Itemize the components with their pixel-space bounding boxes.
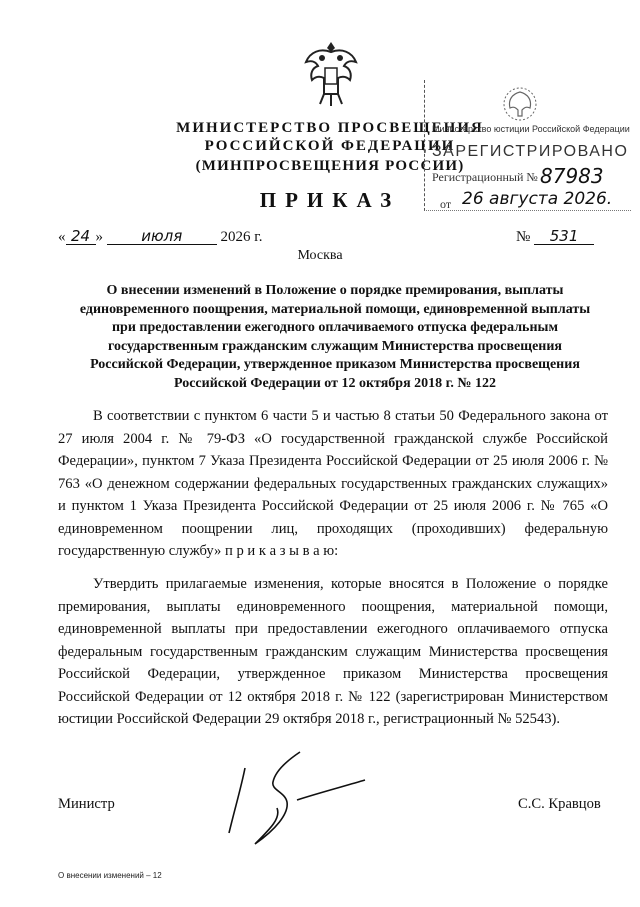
body-paragraph-1: В соответствии с пунктом 6 части 5 и частью 8 статьи 50 Федерального закона от 27 июля 2004 г. № 79-ФЗ «О государственной гражданской службе Российской Федерации», пунктом 7 Указа Президента Российской Федерации от 25 июля 2006 г. № 763 «О денежном содержании федеральных государственных гражданских служащих» и пунктом 1 Указа Президента Российской Федерации от 25 июля 2006 г. № 765 «О единовременном поощрении лиц, проходящих (проходивших) федеральную государственную службу» п р и к а з ы в а ю: [58,408,608,559]
body-paragraph-2: Утвердить прилагаемые изменения, которые вносятся в Положение о порядке премирования, выплаты единовременного поощрения, материальной помощи, единовременной выплаты при предоставлении ежегодного оплачиваемого отпуска федеральным государственным гражданским служащим Министерства просвещения Российской Федерации, утвержденное приказом Министерства просвещения Российской Федерации от 12 октября 2018 г. № 122 (зарегистрирован Министерством юстиции Российской Федерации 29 октября 2018 г., регистрационный № 52543). [58,576,608,727]
stamp-org-name: Министерство юстиции Российской Федерации [432,124,630,134]
stamp-reg-number: 87983 [540,164,604,188]
order-number-block [516,228,594,246]
stamp-date-prefix: от [440,197,452,211]
order-number-label: № [516,229,531,245]
stamp-date-value: 26 августа 2026. [462,189,613,209]
ministry-name-line2: РОССИЙСКОЙ ФЕДЕРАЦИИ [204,138,456,154]
document-heading: О внесении изменений в Положение о порядке премирования, выплаты единовременного поощрения, материальной помощи, единовременной выплаты при предоставлении ежегодного оплачиваемого отпуска федеральным государственным гражданским служащим Министерства просвещения Российской Федерации, утвержденное приказом Министерства просвещения Российской Федерации от 12 октября 2018 г. № 122 [79,283,591,391]
stamp-emblem-icon [500,84,540,124]
order-year: 2026 г. [220,229,263,245]
page-footer: О внесении изменений – 12 [58,871,162,880]
stamp-reg-label: Регистрационный № [432,170,538,184]
order-city: Москва [297,248,343,263]
order-day: 24 [66,228,96,245]
ministry-name-line1: МИНИСТЕРСТВО ПРОСВЕЩЕНИЯ [176,120,484,136]
order-month: июля [107,228,217,245]
russian-coat-of-arms-icon [302,38,360,110]
handwritten-signature [215,748,375,853]
ministry-short-name: (МИНПРОСВЕЩЕНИЯ РОССИИ) [195,158,465,174]
order-number: 531 [534,228,594,245]
document-type-title: ПРИКАЗ [259,188,401,212]
signatory-title: Министр [58,796,115,812]
order-date: « 24 » июля 2026 г. [58,227,263,245]
signatory-name: С.С. Кравцов [518,796,601,812]
stamp-status: ЗАРЕГИСТРИРОВАНО [432,143,629,160]
